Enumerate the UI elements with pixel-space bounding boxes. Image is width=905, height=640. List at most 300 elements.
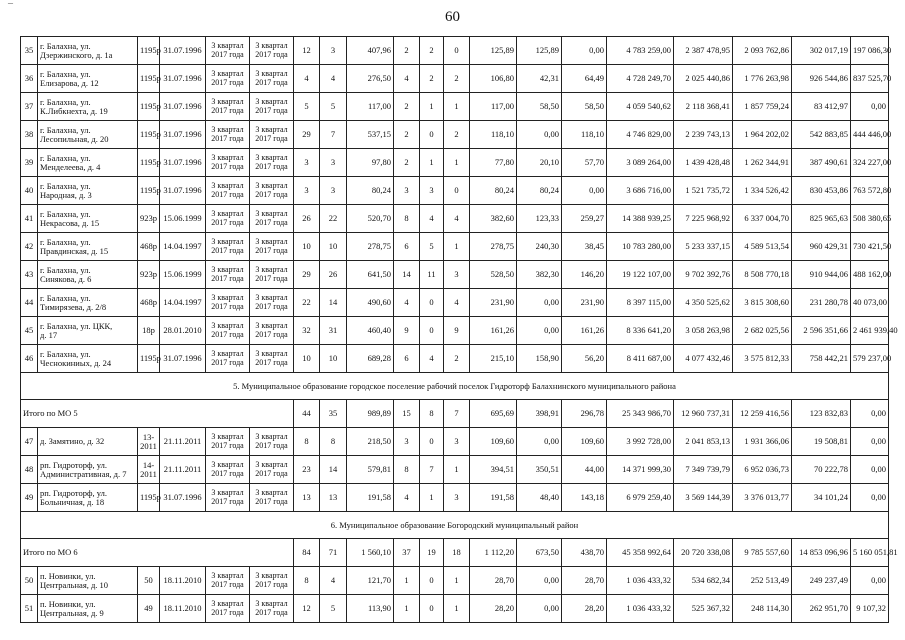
cell-c11: 525 367,32 xyxy=(674,595,733,623)
cell-c1: 32 xyxy=(294,317,320,345)
cell-c6: 1 xyxy=(444,595,470,623)
cell-c11: 1 521 735,72 xyxy=(674,177,733,205)
cell-c9: 0,00 xyxy=(562,37,607,65)
document-number: 923р xyxy=(138,205,160,233)
cell-c9: 231,90 xyxy=(562,289,607,317)
cell-c10: 4 059 540,62 xyxy=(607,93,674,121)
cell-c9: 296,78 xyxy=(562,400,607,428)
cell-c5: 11 xyxy=(420,261,444,289)
document-number: 1195р xyxy=(138,345,160,373)
cell-c3: 407,96 xyxy=(347,37,394,65)
cell-c2: 22 xyxy=(320,205,347,233)
cell-c12: 8 508 770,18 xyxy=(733,261,792,289)
cell-c2: 3 xyxy=(320,149,347,177)
address-line-1: г. Балахна, ул. xyxy=(40,152,91,163)
cell-c4: 1 xyxy=(394,595,420,623)
cell-c4: 2 xyxy=(394,121,420,149)
cell-c4: 8 xyxy=(394,456,420,484)
cell-c14: 508 380,65 xyxy=(851,205,889,233)
cell-c4: 4 xyxy=(394,289,420,317)
address-line-2: Чеснокиниых, д. 24 xyxy=(40,357,112,368)
cell-c2: 5 xyxy=(320,93,347,121)
cell-c1: 29 xyxy=(294,121,320,149)
cell-c3: 218,50 xyxy=(347,428,394,456)
row-number: 37 xyxy=(21,93,38,121)
cell-c6: 2 xyxy=(444,121,470,149)
cell-c6: 1 xyxy=(444,567,470,595)
table-row xyxy=(21,567,889,595)
table-row xyxy=(21,456,889,484)
row-number: 41 xyxy=(21,205,38,233)
cell-c14: 837 525,70 xyxy=(851,65,889,93)
cell-c12: 9 785 557,60 xyxy=(733,539,792,567)
cell-c10: 8 411 687,00 xyxy=(607,345,674,373)
cell-c3: 191,58 xyxy=(347,484,394,512)
cell-c3: 121,70 xyxy=(347,567,394,595)
document-number: 18р xyxy=(138,317,160,345)
cell-c14: 0,00 xyxy=(851,400,889,428)
cell-c11: 2 041 853,13 xyxy=(674,428,733,456)
cell-c8: 0,00 xyxy=(517,428,562,456)
cell-c11: 4 077 432,46 xyxy=(674,345,733,373)
cell-c3: 641,50 xyxy=(347,261,394,289)
cell-c14: 579 237,00 xyxy=(851,345,889,373)
planned-end: 3 квартал 2017 года xyxy=(250,149,294,177)
address-cell xyxy=(38,484,138,512)
cell-c10: 4 728 249,70 xyxy=(607,65,674,93)
cell-c12: 3 815 308,60 xyxy=(733,289,792,317)
address-cell xyxy=(38,177,138,205)
document-number: 13-2011 xyxy=(138,428,160,456)
document-date: 21.11.2011 xyxy=(160,456,206,484)
cell-c3: 278,75 xyxy=(347,233,394,261)
planned-start: 3 квартал 2017 года xyxy=(206,205,250,233)
address-line-2: Административная, д. 7 xyxy=(40,468,127,479)
cell-c13: 70 222,78 xyxy=(792,456,851,484)
cell-c2: 4 xyxy=(320,65,347,93)
cell-c11: 1 439 428,48 xyxy=(674,149,733,177)
cell-c12: 3 376 013,77 xyxy=(733,484,792,512)
cell-c4: 3 xyxy=(394,177,420,205)
cell-c9: 57,70 xyxy=(562,149,607,177)
cell-c5: 0 xyxy=(420,317,444,345)
table-row xyxy=(21,149,889,177)
address-cell xyxy=(38,428,138,456)
planned-end: 3 квартал 2017 года xyxy=(250,595,294,623)
cell-c14: 444 446,00 xyxy=(851,121,889,149)
address-line-2: К.Либкнехта, д. 19 xyxy=(40,105,108,116)
cell-c8: 0,00 xyxy=(517,567,562,595)
cell-c1: 44 xyxy=(294,400,320,428)
cell-c1: 5 xyxy=(294,93,320,121)
planned-start: 3 квартал 2017 года xyxy=(206,345,250,373)
corner-mark: – xyxy=(8,0,13,9)
page-number: 60 xyxy=(445,9,460,25)
cell-c9: 56,20 xyxy=(562,345,607,373)
cell-c2: 5 xyxy=(320,595,347,623)
cell-c5: 4 xyxy=(420,345,444,373)
table-body xyxy=(21,37,898,623)
cell-c3: 97,80 xyxy=(347,149,394,177)
cell-c1: 84 xyxy=(294,539,320,567)
table-row xyxy=(21,289,889,317)
cell-c2: 7 xyxy=(320,121,347,149)
cell-c6: 1 xyxy=(444,149,470,177)
document-number: 923р xyxy=(138,261,160,289)
document-date: 15.06.1999 xyxy=(160,261,206,289)
cell-c8: 350,51 xyxy=(517,456,562,484)
planned-start: 3 квартал 2017 года xyxy=(206,65,250,93)
row-number: 40 xyxy=(21,177,38,205)
cell-c12: 1 776 263,98 xyxy=(733,65,792,93)
cell-c13: 302 017,19 xyxy=(792,37,851,65)
address-line-2: Центральная, д. 9 xyxy=(40,607,104,618)
planned-start: 3 квартал 2017 года xyxy=(206,93,250,121)
cell-c11: 7 225 968,92 xyxy=(674,205,733,233)
cell-c2: 35 xyxy=(320,400,347,428)
table-row xyxy=(21,595,889,623)
cell-c9: 0,00 xyxy=(562,177,607,205)
address-cell xyxy=(38,149,138,177)
cell-c9: 28,20 xyxy=(562,595,607,623)
section-header-row xyxy=(21,512,889,539)
address-cell xyxy=(38,456,138,484)
cell-c10: 1 036 433,32 xyxy=(607,567,674,595)
cell-c12: 12 259 416,56 xyxy=(733,400,792,428)
cell-c1: 4 xyxy=(294,65,320,93)
document-date: 31.07.1996 xyxy=(160,177,206,205)
cell-c13: 830 453,86 xyxy=(792,177,851,205)
cell-c9: 118,10 xyxy=(562,121,607,149)
cell-c4: 3 xyxy=(394,428,420,456)
address-line-1: г. Балахна, ул. xyxy=(40,180,91,191)
address-cell xyxy=(38,93,138,121)
cell-c3: 520,70 xyxy=(347,205,394,233)
address-line-1: г. Балахна, ул. ЦКК, xyxy=(40,320,113,331)
cell-c13: 249 237,49 xyxy=(792,567,851,595)
cell-c9: 259,27 xyxy=(562,205,607,233)
cell-c4: 9 xyxy=(394,317,420,345)
cell-c10: 19 122 107,00 xyxy=(607,261,674,289)
cell-c9: 438,70 xyxy=(562,539,607,567)
cell-c7: 77,80 xyxy=(470,149,517,177)
cell-c9: 143,18 xyxy=(562,484,607,512)
planned-start: 3 квартал 2017 года xyxy=(206,456,250,484)
cell-c2: 4 xyxy=(320,567,347,595)
planned-start: 3 квартал 2017 года xyxy=(206,121,250,149)
address-cell xyxy=(38,233,138,261)
cell-c3: 80,24 xyxy=(347,177,394,205)
planned-end: 3 квартал 2017 года xyxy=(250,177,294,205)
cell-c1: 8 xyxy=(294,428,320,456)
cell-c9: 28,70 xyxy=(562,567,607,595)
cell-c5: 2 xyxy=(420,37,444,65)
cell-c1: 26 xyxy=(294,205,320,233)
cell-c12: 6 337 004,70 xyxy=(733,205,792,233)
cell-c9: 64,49 xyxy=(562,65,607,93)
cell-c10: 14 388 939,25 xyxy=(607,205,674,233)
cell-c10: 3 686 716,00 xyxy=(607,177,674,205)
address-cell xyxy=(38,567,138,595)
cell-c14: 730 421,50 xyxy=(851,233,889,261)
document-date: 14.04.1997 xyxy=(160,233,206,261)
cell-c8: 48,40 xyxy=(517,484,562,512)
table-row xyxy=(21,261,889,289)
cell-c3: 689,28 xyxy=(347,345,394,373)
cell-c4: 14 xyxy=(394,261,420,289)
cell-c11: 3 569 144,39 xyxy=(674,484,733,512)
cell-c13: 231 280,78 xyxy=(792,289,851,317)
cell-c4: 4 xyxy=(394,65,420,93)
cell-c7: 106,80 xyxy=(470,65,517,93)
cell-c9: 161,26 xyxy=(562,317,607,345)
cell-c13: 825 965,63 xyxy=(792,205,851,233)
cell-c10: 8 397 115,00 xyxy=(607,289,674,317)
document-number: 1195р xyxy=(138,65,160,93)
table-row xyxy=(21,317,889,345)
address-line-1: г. Балахна, ул. xyxy=(40,68,91,79)
cell-c2: 3 xyxy=(320,37,347,65)
cell-c9: 146,20 xyxy=(562,261,607,289)
cell-c8: 80,24 xyxy=(517,177,562,205)
cell-c2: 13 xyxy=(320,484,347,512)
cell-c8: 382,30 xyxy=(517,261,562,289)
cell-c2: 14 xyxy=(320,289,347,317)
cell-c4: 6 xyxy=(394,345,420,373)
cell-c7: 695,69 xyxy=(470,400,517,428)
cell-c12: 1 334 526,42 xyxy=(733,177,792,205)
address-cell xyxy=(38,37,138,65)
cell-c5: 3 xyxy=(420,177,444,205)
cell-c1: 12 xyxy=(294,37,320,65)
cell-c14: 9 107,32 xyxy=(851,595,889,623)
cell-c3: 113,90 xyxy=(347,595,394,623)
table-row xyxy=(21,121,889,149)
document-number: 1195р xyxy=(138,93,160,121)
cell-c10: 3 992 728,00 xyxy=(607,428,674,456)
cell-c3: 117,00 xyxy=(347,93,394,121)
cell-c5: 4 xyxy=(420,205,444,233)
cell-c14: 763 572,80 xyxy=(851,177,889,205)
cell-c4: 6 xyxy=(394,233,420,261)
cell-c5: 19 xyxy=(420,539,444,567)
cell-c7: 125,89 xyxy=(470,37,517,65)
row-number: 39 xyxy=(21,149,38,177)
row-number: 45 xyxy=(21,317,38,345)
cell-c10: 10 783 280,00 xyxy=(607,233,674,261)
cell-c6: 4 xyxy=(444,289,470,317)
address-line-1: рп. Гидроторф, ул. xyxy=(40,459,108,470)
cell-c1: 10 xyxy=(294,233,320,261)
cell-c3: 1 560,10 xyxy=(347,539,394,567)
cell-c3: 989,89 xyxy=(347,400,394,428)
section-title: 6. Муниципальное образование Богородский муниципальный район xyxy=(21,512,889,539)
planned-start: 3 квартал 2017 года xyxy=(206,149,250,177)
cell-c5: 0 xyxy=(420,595,444,623)
cell-c8: 20,10 xyxy=(517,149,562,177)
cell-c6: 2 xyxy=(444,345,470,373)
cell-c5: 0 xyxy=(420,289,444,317)
section-header-row xyxy=(21,373,889,400)
cell-c8: 240,30 xyxy=(517,233,562,261)
cell-c5: 1 xyxy=(420,149,444,177)
cell-c6: 1 xyxy=(444,233,470,261)
cell-c2: 31 xyxy=(320,317,347,345)
address-line-2: Больничная, д. 18 xyxy=(40,496,105,507)
cell-c2: 10 xyxy=(320,233,347,261)
cell-c7: 394,51 xyxy=(470,456,517,484)
document-date: 31.07.1996 xyxy=(160,149,206,177)
planned-end: 3 квартал 2017 года xyxy=(250,317,294,345)
cell-c13: 123 832,83 xyxy=(792,400,851,428)
planned-start: 3 квартал 2017 года xyxy=(206,567,250,595)
cell-c1: 22 xyxy=(294,289,320,317)
document-number: 468р xyxy=(138,289,160,317)
address-line-1: г. Балахна, ул. xyxy=(40,208,91,219)
cell-c7: 118,10 xyxy=(470,121,517,149)
document-date: 18.11.2010 xyxy=(160,567,206,595)
cell-c9: 109,60 xyxy=(562,428,607,456)
address-cell xyxy=(38,261,138,289)
address-line-1: г. Балахна, ул. xyxy=(40,96,91,107)
planned-end: 3 квартал 2017 года xyxy=(250,121,294,149)
address-line-1: г. Балахна, ул. xyxy=(40,124,91,135)
cell-c1: 3 xyxy=(294,149,320,177)
cell-c1: 23 xyxy=(294,456,320,484)
document-date: 31.07.1996 xyxy=(160,345,206,373)
cell-c4: 37 xyxy=(394,539,420,567)
address-line-2: Некрасова, д. 15 xyxy=(40,217,100,228)
address-cell xyxy=(38,289,138,317)
document-number: 1195р xyxy=(138,37,160,65)
subtotal-row xyxy=(21,539,889,567)
cell-c13: 926 544,86 xyxy=(792,65,851,93)
cell-c6: 3 xyxy=(444,484,470,512)
cell-c6: 4 xyxy=(444,205,470,233)
cell-c5: 1 xyxy=(420,484,444,512)
address-line-2: Синякова, д. 6 xyxy=(40,273,92,284)
planned-end: 3 квартал 2017 года xyxy=(250,233,294,261)
cell-c4: 2 xyxy=(394,93,420,121)
address-line-2: Лесопильная, д. 20 xyxy=(40,133,109,144)
cell-c12: 1 262 344,91 xyxy=(733,149,792,177)
document-number: 468р xyxy=(138,233,160,261)
cell-c5: 0 xyxy=(420,121,444,149)
document-date: 31.07.1996 xyxy=(160,121,206,149)
cell-c12: 2 093 762,86 xyxy=(733,37,792,65)
row-number: 46 xyxy=(21,345,38,373)
address-line-2: Народная, д. 3 xyxy=(40,189,92,200)
section-title: 5. Муниципальное образование городское поселение рабочий поселок Гидроторф Балахнинского муниципального района xyxy=(21,373,889,400)
cell-c14: 0,00 xyxy=(851,456,889,484)
address-line-1: г. Балахна, ул. xyxy=(40,348,91,359)
cell-c12: 4 589 513,54 xyxy=(733,233,792,261)
cell-c3: 490,60 xyxy=(347,289,394,317)
cell-c2: 10 xyxy=(320,345,347,373)
cell-c14: 0,00 xyxy=(851,484,889,512)
cell-c13: 960 429,31 xyxy=(792,233,851,261)
document-number: 49 xyxy=(138,595,160,623)
cell-c8: 42,31 xyxy=(517,65,562,93)
table-row xyxy=(21,93,889,121)
document-date: 31.07.1996 xyxy=(160,65,206,93)
cell-c4: 4 xyxy=(394,484,420,512)
document-number: 1195р xyxy=(138,484,160,512)
cell-c10: 1 036 433,32 xyxy=(607,595,674,623)
planned-end: 3 квартал 2017 года xyxy=(250,37,294,65)
address-line-2: Тимирязева, д. 2/8 xyxy=(40,301,107,312)
cell-c12: 1 931 366,06 xyxy=(733,428,792,456)
cell-c7: 231,90 xyxy=(470,289,517,317)
cell-c6: 1 xyxy=(444,93,470,121)
cell-c6: 1 xyxy=(444,456,470,484)
cell-c8: 158,90 xyxy=(517,345,562,373)
cell-c6: 3 xyxy=(444,261,470,289)
cell-c14: 488 162,00 xyxy=(851,261,889,289)
cell-c14: 5 160 051,81 xyxy=(851,539,889,567)
address-cell xyxy=(38,65,138,93)
subtotal-row xyxy=(21,400,889,428)
planned-end: 3 квартал 2017 года xyxy=(250,205,294,233)
document-date: 28.01.2010 xyxy=(160,317,206,345)
planned-start: 3 квартал 2017 года xyxy=(206,233,250,261)
cell-c7: 28,70 xyxy=(470,567,517,595)
address-line-2: Правдинская, д. 15 xyxy=(40,245,109,256)
row-number: 42 xyxy=(21,233,38,261)
address-line-2: Менделеева, д. 4 xyxy=(40,161,101,172)
cell-c8: 0,00 xyxy=(517,121,562,149)
cell-c6: 18 xyxy=(444,539,470,567)
cell-c7: 28,20 xyxy=(470,595,517,623)
cell-c10: 6 979 259,40 xyxy=(607,484,674,512)
cell-c7: 278,75 xyxy=(470,233,517,261)
cell-c10: 4 783 259,00 xyxy=(607,37,674,65)
planned-end: 3 квартал 2017 года xyxy=(250,93,294,121)
address-line-1: г. Балахна, ул. xyxy=(40,264,91,275)
cell-c13: 14 853 096,96 xyxy=(792,539,851,567)
table-row xyxy=(21,37,889,65)
cell-c7: 215,10 xyxy=(470,345,517,373)
planned-end: 3 квартал 2017 года xyxy=(250,428,294,456)
row-number: 51 xyxy=(21,595,38,623)
cell-c4: 2 xyxy=(394,149,420,177)
planned-end: 3 квартал 2017 года xyxy=(250,484,294,512)
table-row xyxy=(21,177,889,205)
cell-c11: 20 720 338,08 xyxy=(674,539,733,567)
cell-c2: 8 xyxy=(320,428,347,456)
cell-c7: 117,00 xyxy=(470,93,517,121)
cell-c5: 7 xyxy=(420,456,444,484)
cell-c10: 3 089 264,00 xyxy=(607,149,674,177)
resettlement-table xyxy=(20,36,898,623)
address-cell xyxy=(38,345,138,373)
cell-c13: 758 442,21 xyxy=(792,345,851,373)
planned-end: 3 квартал 2017 года xyxy=(250,345,294,373)
planned-start: 3 квартал 2017 года xyxy=(206,484,250,512)
cell-c4: 8 xyxy=(394,205,420,233)
cell-c6: 0 xyxy=(444,177,470,205)
cell-c5: 0 xyxy=(420,567,444,595)
cell-c2: 14 xyxy=(320,456,347,484)
row-number: 44 xyxy=(21,289,38,317)
cell-c11: 7 349 739,79 xyxy=(674,456,733,484)
address-line-2: Центральная, д. 10 xyxy=(40,579,109,590)
cell-c7: 109,60 xyxy=(470,428,517,456)
cell-c11: 534 682,34 xyxy=(674,567,733,595)
row-number: 43 xyxy=(21,261,38,289)
cell-c11: 9 702 392,76 xyxy=(674,261,733,289)
cell-c12: 248 114,30 xyxy=(733,595,792,623)
